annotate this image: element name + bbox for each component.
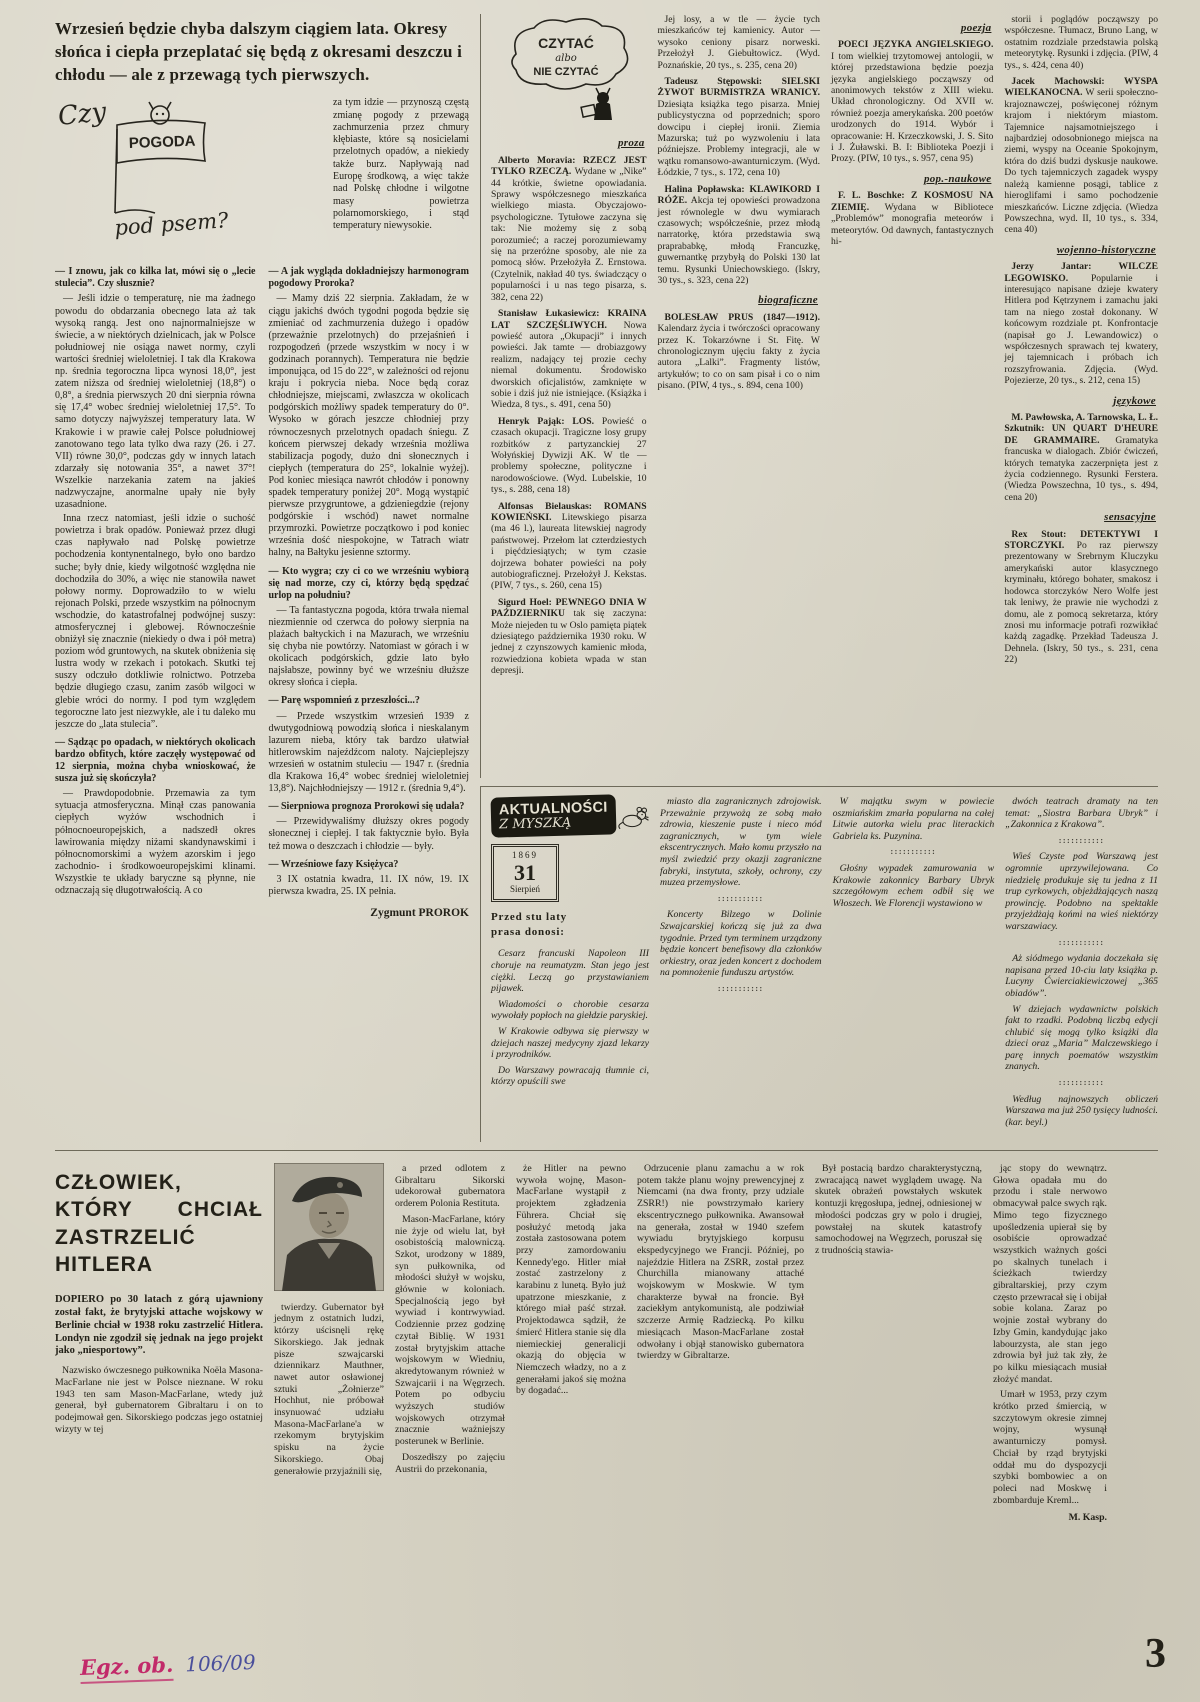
badge-line-czytac: CZYTAĆ [537, 35, 594, 51]
review-item: Tadeusz Stępowski: SIELSKI ŻYWOT BURMISTRZA WRANICY.Dziesiąta książka tego pisarza. Mniej publicystyczna od poprzednich; sporo dowcipu i ciepłej ironii. Ziemia Mazurska; tuż po wyzwoleniu i lata późniejsze. Problemy integracji, ale w wątku romansowo-awanturniczym. (Wyd. Łódzkie, 7 tys., s. 172, cena 10) [657, 76, 820, 179]
news-item: Do Warszawy powracają tłumnie ci, którzy opuścili swe [491, 1064, 649, 1088]
review-item: pop.-naukowe [923, 172, 992, 185]
mouse-drawing-icon [618, 796, 649, 836]
imp-reading-icon [581, 88, 612, 120]
weather-paragraph: — Sierpniowa prognoza Prorokowi się udała? [268, 801, 465, 813]
news-item: W Krakowie odbywa się pierwszy w dziejach naszej medycyny zjazd lekarzy i przyrodników. [491, 1025, 649, 1061]
hitler-column-2 [274, 1163, 384, 1642]
review-item: poezja [960, 22, 992, 34]
review-item: Sigurd Hoel: PEWNEGO DNIA W PAŹDZIERNIKU tak się zaczyna: Może niejeden tu w Oslo pamięta piątek dziesiątego października 1930 roku. W jednej z czynszowych kamienic młoda, rozwiedziona kobieta wpada w stan depresji. [491, 596, 647, 677]
weather-intro-paragraph: za tym idzie — przynoszą częstą zmianę pogody z przewagą zachmurzenia przez chmury kłębiaste, które są nosicielami przelotnych opadów, a niekiedy także burz. Napływają nad Europę środkową, a więc także nad Polskę chłodne i wilgotne masy powietrza polarnomorskiego, i stąd temperatury niewysokie. [333, 97, 469, 232]
stamp-handwritten-number: 106/09 [184, 1649, 257, 1677]
calendar-month: Sierpień [510, 883, 540, 894]
weather-headline: Wrzesień będzie chyba dalszym ciągiem lata. Okresy słońca i ciepła przeplatać się będą z okresami deszczu i chłodu — ale z przewagą tych pierwszych. [55, 19, 463, 84]
reviews-list-proza [491, 138, 647, 676]
review-item: Henryk Pająk: LOS. Powieść o czasach okupacji. Tragiczne losy grupy rozbitków z partyzanckiej 27 Wołyńskiej Dywizji AK. W tle — problemy społeczne, polityczne i narodowościowe. (Wyd. Lubelskie, 10 tys., s. 288, cena 18) [491, 415, 647, 496]
hitler-column-6 [815, 1163, 982, 1642]
weather-paragraph: — Prawdopodobnie. Przemawia za tym sytuacja atmosferyczna. Minął czas panowania ciepłych wyżów wschodnich i północnoeuropejskich, a nadszedł okres lawirowania między niżami skandynawskimi i północnomorskimi a wyżem azorskim i jego zachodnio- i środkowoeuropejskimi klinami. Wszystkie te układy baryczne są płynne, nie odznaczają się długotrwałością. A co [55, 788, 256, 896]
news-item: Koncerty Bilzego w Dolinie Szwajcarskiej kończą się już za dwa tygodnie. Przed tym terminem urządzony będzie koncert benefisowy dla członków orkiestry, oraz jeden koncert z dochodem na pomnożenie funduszu artystów. [660, 909, 822, 979]
review-item: POECI JĘZYKA ANGIELSKIEGO.I tom wielkiej trzytomowej antologii, w której przedstawiona będzie poezja języka angielskiego począwszy od anonimowych tekstów z XIII wieku. Układ chronologiczny. Od XVII w. również poezja amerykańska. 200 poetów urodzonych do 1914. Wybór i opracowanie: H. Krzeczkowski, J. S. Sito i J. Żuławski. B. I: Biblioteka Poezji i Prozy. (PIW, 10 tys., s. 957, cena 95) [830, 39, 994, 165]
book-reviews-section [480, 14, 1158, 778]
weather-paragraph: — Parę wspomnień z przeszłości...? [268, 695, 420, 707]
weather-column-1 [55, 260, 256, 921]
hitler-column-3 [395, 1163, 505, 1642]
hitler-column-1 [55, 1163, 263, 1642]
review-item: Jej losy, a w tle — życie tych mieszkańców tej kamienicy. Autor — wysoko ceniony pisarz norweski. Przełożył J. Giebułtowicz. (Wyd. Poznańskie, 20 tys., s. 235, cena 20) [657, 14, 820, 71]
aktualnosci-column-2 [660, 796, 822, 1142]
badge-line-nie-czytac: NIE CZYTAĆ [533, 66, 599, 78]
pogoda-cartoon [55, 95, 235, 250]
copy-stamp [80, 1649, 256, 1680]
review-item: Halina Popławska: KLAWIKORD I RÓŻE. Akcja tej opowieści prowadzona jest równolegle w dwu wymiarach czasowych; współcześnie, przez młodą narratorkę, która przedstawia swą praprababkę, młodą Francuzkę, guwernantkę przybyłą do Polski 130 lat temu. Rysunki Uniechowskiego. (Iskry, 30 tys., s. 323, cena 22) [657, 183, 820, 286]
review-item: M. Pawłowska, A. Tarnowska, L. Ł. Szkutnik: UN QUART D'HEURE DE GRAMMAIRE. Gramatyka francuska w dialogach. Zbiór ćwiczeń, których tematyka zaczerpnięta jest z życia codziennego. Rysunki Ferstera. (Wiedza Powszechna, 10 tys., s. 494, cena 20) [1004, 412, 1158, 503]
news-item: ::::::::::: [1058, 1078, 1105, 1088]
aktualnosci-column-4 [1005, 796, 1158, 1142]
reviews-column-4 [1004, 14, 1158, 778]
reviews-column-proza [491, 14, 647, 778]
review-item: storii i poglądów począwszy po współczesne. Tłumacz, Bruno Lang, w ostatnim rozdziale przedstawia polską meteorytykę. Rysunki i zdjęcia. (PIW, 4 tys., s. 424, cena 40) [1004, 14, 1158, 71]
news-item: ::::::::::: [717, 983, 764, 993]
review-item: Stanisław Łukasiewicz: KRAINA LAT SZCZĘŚLIWYCH. Nowa powieść autora „Okupacji” i innych powieści. Jak tamte — drobiazgowy realizm, nadający tej prozie cechy niemal dokumentu. Środowisko dworskich oficjalistów, zamknięte w sobie i dziś już nie istniejące. (Książka i Wiedza, 8 tys., s. 491, cena 50) [491, 308, 647, 411]
news-item: miasto dla zagranicznych zdrojowisk. Przeważnie przywożą ze sobą mało zdrowia, kieszenie puste i nieco mód zagranicznych, w tym wiele ekscentrycznych. Mało komu przyszło na myśl zwiedzić przy okazji zagraniczne fabryki, instytuta, szkoły, ochrony, czy muzea przemysłowe. [660, 796, 822, 889]
pogoda-cartoon-drawing [55, 95, 235, 245]
weather-paragraph: — Przede wszystkim wrzesień 1939 z dwutygodniową powodzią słońca i nieskalanym lazurem nieba, który tak bardzo ułatwiał hitlerowskim najeźdźcom naloty. Najcieplejszy wrzesień w ostatnim stuleciu — 1947 r. (średnia dla Krakowa 16,4° wobec średniej wieloletniej 13,8°). Najchłodniejszy — 1912 r. (średnia 9,4°). [268, 710, 469, 795]
reviews-column-2 [658, 14, 820, 778]
review-item: Rex Stout: DETEKTYWI I STORCZYKI. Po raz pierwszy prezentowany w Srebrnym Kluczyku amerykański autor klasycznego kryminału, którego bohater, smakosz i hodowca storczyków Nero Wolfe jest tak leniwy, że prawie nie wychodzi z domu, ale z pomocą sekretarza, który znosi mu informacje potrafi rozwikłać każdą zagadkę. Przekład Tadeusza J. Dehnela. (Iskry, 50 tys., s. 231, cena 22) [1004, 528, 1158, 666]
calendar-badge [491, 844, 559, 902]
weather-paragraph: — Jeśli idzie o temperaturę, nie ma żadnego powodu do obdarzania obecnego lata aż tak wysoką rangą. Jest ono najnormalniejsze w świecie, a w niektórych dzielnicach, jak w Polsce południowej nie osiąga nawet normy, czyli wartości średniej wieloletniej. I tak dla Krakowa np. średnia tegoroczna lipca wynosi 18,0°, jest zatem niższa od średniej wieloletniej (18,8°) o 0,8°, a średnia pierwszych 20 dni sierpnia równa się 17,4° wobec średniej wieloletniej 17,5°. To samo dotyczy najwyższej temperatury lata. W Krakowie i w prawie całej Polsce południowej zanotowano tego lata tylko dwa razy (26. i 27. VII) równe 30,0°, podczas gdy w innych latach zdarzały się notowania 35°, a nawet 37°! Wszelkie narzekania zatem na jakieś nadzwyczajne, anormalne upały nie były uzasadnione. [55, 293, 256, 511]
czytac-badge [491, 14, 647, 129]
review-item: sensacyjne [1104, 511, 1156, 524]
review-item: Alfonsas Bielauskas: ROMANS KOWIEŃSKI. Litewskiego pisarza (ma 46 l.), laureata litewskiej nagrody państwowej. Przełom lat czterdziestych i pięćdziesiątych; w tym czasie dojrzewa bohater powieści na poły autobiograficznej. Przełożył J. Kekstas. (PIW, 7 tys., s. 260, cena 15) [491, 500, 647, 592]
cartoon-word-pogoda: POGODA [128, 132, 196, 153]
badge-line-albo: albo [554, 53, 577, 64]
weather-paragraph: — A jak wygląda dokładniejszy harmonogram pogodowy Proroka? [268, 266, 469, 290]
weather-paragraph: — Kto wygra; czy ci co we wrześniu wybiorą się nad morze, czy ci, którzy będą spędzać urlop na południu? [268, 565, 469, 601]
review-item: BOLESŁAW PRUS (1847—1912).Kalendarz życia i twórczości opracowany przez K. Tokarzówne i St. Fitę. W chronologicznym ujęciu fakty z życia autora „Lalki”. Fragmenty listów, artykułów; to co on sam pisał i co o nim pisano. (PIW, 4 tys., s. 894, cena 100) [657, 311, 820, 392]
hitler-column-5 [637, 1163, 804, 1642]
stamp-label: Egz. ob. [80, 1652, 174, 1684]
portrait-photo-drawing [274, 1163, 384, 1291]
article-paragraph: Nazwisko ówczesnego pułkownika Noëla Masona-MacFarlane nie jest w Polsce nieznane. W roku 1943 ten sam Mason-MacFarlane, wtedy już generał, był gubernatorem Gibraltaru i on to podejmował gen. Sikorskiego podczas jego ostatniej wizyty w tej [55, 1365, 263, 1435]
review-item: Jacek Machowski: WYSPA WIELKANOCNA. W serii społeczno-krajoznawczej, poświęconej różnym krajom i niektórym miastom. Tajemnice najsamotniejszego i najbardziej odosobnionego miejsca na ziemi, wyspy na Oceanie Spokojnym, która do dziś budzi dyskusje naukowe. Do tych tajemniczych zagadek wyspy należą kamienne posągi, tablice z hieroglifami i samo pochodzenie mieszkańców. Liczne zdjęcia. (Wiedza Powszechna, wyd. II, 10 tys., s. 334, cena 40) [1004, 76, 1158, 236]
news-item: W dziejach wydawnictw polskich fakt to rzadki. Podobną liczbą edycji chlubić się mogą tylko książki dla dzieci oraz „Maria” Malczewskiego i parę innych poematów wszystkim znanych. [1005, 1003, 1158, 1073]
aktualnosci-logo-subtitle: Z MYSZKĄ [499, 815, 572, 833]
article-paragraph: Mason-MacFarlane, który nie żyje od wielu lat, był osobistością malowniczą. Szkot, urodzony w 1889, syn pułkownika, od młodości służył w wojsku, głównie w koloniach. Specjalnością jego był wywiad i kontrwywiad. Codziennie przez godzinę czytał Biblię. W 1931 został brytyjskim attache wojskowym w Wiedniu, akredytowanym również w Szwajcarii i na Węgrzech. Potem po odbyciu wyższych studiów wojskowych otrzymał znacznie ważniejszy posterunek w Berlinie. [395, 1213, 505, 1448]
article-paragraph: Umarł w 1953, przy czym krótko przed śmiercią, w szczytowym okresie zimnej wojny, wysunął awanturniczy pomysł. Chciał by rząd brytyjski oddał mu do dyspozycji szybki bombowiec a on poleci nad Moskwę i zbombarduje Kreml... [993, 1389, 1107, 1506]
article-paragraph: Odrzucenie planu zamachu a w rok potem także planu wojny prewencyjnej z Niemcami (na dwa fronty, przy udziale ZSRR!) nie powstrzymało kariery ekscentrycznego pułkownika. Awansował na generała, został w 1940 szefem wywiadu brytyjskiego korpusu ekspedycyjnego we Francji. Później, po najeździe Hitlera na ZSRR, został przez Churchilla mianowany attaché wojskowym w Moskwie. W tym charakterze bywał na froncie. Był zaciekłym antykomunistą, ale podziwiał szczerze Armię Radziecką. Po kilku miesiącach Mason-MacFarlane został odwołany i objął stanowisko gubernatora twierdzy w Gibraltarze. [637, 1163, 804, 1362]
article-paragraph: M. Kasp. [1068, 1512, 1107, 1524]
aktualnosci-column-1 [491, 796, 649, 1142]
weather-paragraph: — Sądząc po opadach, w niektórych okolicach bardzo obfitych, które zaczęły występować od 12 sierpnia, można chyba wnioskować, że susza już się skończyła? [55, 736, 256, 785]
article-paragraph: twierdzy. Gubernator był jednym z ostatnich ludzi, którzy uścisnęli rękę Sikorskiego. Jak jednak pisze szwajcarski dziennikarz Mauthner, nawet autor osławionej sztuki „Żołnierze” Hochhut, nie próbował insynuować udziału Masona-MacFarlane'a w rzekomym brytyjskim spisku na życie Sikorskiego. Obaj generałowie przyjaźnili się, [274, 1301, 384, 1477]
article-paragraph: Doszedłszy po zajęciu Austrii do przekonania, [395, 1451, 505, 1475]
news-item: ::::::::::: [1058, 835, 1105, 845]
macfarlane-photo [274, 1163, 384, 1295]
weather-paragraph: Inna rzecz natomiast, jeśli idzie o suchość powietrza i brak opadów. Ponieważ przez długi czas napływało nad Polskę powietrze pochodzenia kontynentalnego, było ono bardzo suche; były dnie, kiedy wilgotność względna nie dochodziła do 30%, a więc nie stanowiła nawet połowy normy. Doprowadziło to w wielu rejonach Polski, przede wszystkim na północnym wschodzie, do katastrofalnej podwójnej suszy: atmosferycznej i glebowej. Równocześnie obniżył się znacznie (niekiedy o dwa i pół metra) poziom wód gruntowych, na skutek obniżenia się lustra wody w rzekach i potokach. Skutki tej suszy odczuło dotkliwie rolnictwo. Potrzeba będzie długiego czasu, zanim zasób wilgoci w glebie wróci do normy. I pod tym względem tegoroczne lato jest niezwykłe, ale i tu daleko mu jeszcze do „lata stulecia”. [55, 513, 256, 730]
hitler-lead: DOPIERO po 30 latach z górą ujawniony został fakt, że brytyjski attache wojskowy w Berlinie chciał w 1938 roku zastrzelić Hitlera. Londyn nie zgodził się jednak na jego projekt jako „niesportowy”. [55, 1294, 263, 1357]
news-item: ::::::::::: [1058, 937, 1105, 947]
review-item: Jerzy Jantar: WILCZE LEGOWISKO. Popularnie i interesująco napisane dzieje kwatery Hitlera pod Kętrzynem i zamachu jaki tam na niego został dokonany. W końcowym rozdziale pt. Konfrontacje (napisał go J. Lewandowicz) o współczesnych sprawach tej kwatery, jej tajemnicach i próbach ich rozszyfrowania. Zdjęcia. (Wyd. Pojezierze, 20 tys., s. 212, cena 15) [1004, 261, 1158, 387]
review-item: wojenno-historyczne [1056, 243, 1156, 256]
article-paragraph: Był postacią bardzo charakterystyczną, zwracającą nawet wyglądem uwagę. Na skutek obrażeń powstałych wskutek kontuzji kręgosłupa, jednej, odniesionej w młodości podczas gry w polo i drugiej, powstałej na skutek katastrofy samochodowej na Węgrzech, poruszał się z trudnością stawia- [815, 1163, 982, 1256]
article-paragraph: a przed odlotem z Gibraltaru Sikorski udekorował gubernatora orderem Polonia Restituta. [395, 1163, 505, 1210]
weather-paragraph: 3 IX ostatnia kwadra, 11. IX nów, 19. IX pierwsza kwadra, 25. IX pełnia. [268, 873, 469, 897]
news-item: Wiadomości o chorobie cesarza wywołały popłoch na giełdzie paryskiej. [491, 998, 649, 1022]
reviews-column-3 [831, 14, 993, 778]
hitler-column-4 [516, 1163, 626, 1642]
aktualnosci-logo-title: AKTUALNOŚCI [498, 799, 608, 819]
article-paragraph: że Hitler na pewno wywoła wojnę, Mason-MacFarlane wystąpił z projektem zgładzenia Führera. Chciał się posłużyć metodą jaka została zastosowana potem przy zamordowaniu Kennedy'ego. Hitler miał zostać zastrzelony z karabinu z lunetą. Było już upatrzone mieszkanie, z którego miał paść strzał. Projektodawca sądził, że śmierć Hitlera stanie się dla niemieckiej generalicji okazją do objęcia w Niemczech władzy, no a z generałami jakoś się można by dogadać... [516, 1163, 626, 1397]
aktualnosci-logo [490, 794, 616, 837]
calendar-year: 1869 [512, 850, 538, 861]
page-number: 3 [1145, 1631, 1166, 1677]
hitler-column-7 [993, 1163, 1107, 1642]
aktualnosci-items-1 [491, 948, 649, 1088]
weather-paragraph: — Przewidywaliśmy dłuższy okres pogody słonecznej i ciepłej. I tak faktycznie było. Była też mowa o deszczach i chłodzie — były. [268, 816, 469, 852]
news-item: dwóch teatrach dramaty na ten temat: „Siostra Barbara Ubryk” i „Zakonnica z Krakowa”. [1005, 796, 1158, 831]
calendar-day: 31 [514, 859, 536, 885]
weather-paragraph: Zygmunt PROROK [370, 906, 469, 919]
news-item: W majątku swym w powiecie oszmiańskim zmarła popularna na całej Litwie autorka wielu prac literackich Gabriela ks. Puzynina. [832, 796, 995, 842]
news-item: Wieś Czyste pod Warszawą jest ogromnie uprzywilejowana. Co niedzielę produkuje się tu jedna z 11 trup cyrkowych, objeżdżających naszą prowincję. Podobno na spektakle przyjeżdżają końmi na wieś niektórzy warszawiacy. [1005, 851, 1158, 932]
weather-paragraph: — Wrześniowe fazy Księżyca? [268, 858, 399, 870]
review-item: proza [617, 137, 645, 150]
weather-paragraph: — I znowu, jak co kilka lat, mówi się o „lecie stulecia”. Czy słusznie? [55, 266, 256, 290]
weather-article [55, 18, 469, 1140]
article-paragraph: jąc stopy do wewnątrz. Głowa opadała mu do przodu i stale nerwowo obmacywał palce swych rąk. Mimo tego fizycznego upośledzenia upierał się by osobiście oprowadzać wszystkich ważnych gości po skalnych tunelach i ścieżkach twierdzy gibraltarskiej, przy czym często przewracał się i obijał sobie kolana. Zaraz po wojnie został wybrany do Izby Gmin, kandydując jako labourzysta, ale stan jego zdrowia był już tak zły, że po kilku miesiącach musiał złożyć mandat. [993, 1163, 1107, 1385]
weather-paragraph: — Mamy dziś 22 sierpnia. Zakładam, że w ciągu jakichś dwóch tygodni pogoda będzie się zmieniać od zachmurzenia dużego i opadów (przeważnie przelotnych) do przejaśnień i rozpogodzeń (przede wszystkim w nocy i w godzinach porannych). Temperatura nie będzie imponująca, od 15 do 22°, w zależności od rejonu kraju i pokrycia nieba. Noce będą coraz chłodniejsze, miejscami, zwłaszcza w okolicach podgórskich możliwy spadek temperatury do 0°. Wysoko w górach jeszcze chłodniej przy równoczesnych przelotnych opadach śniegu. Z końcem pierwszej dekady września możliwa stabilizacja pogody, dużo dni słonecznych i ciepłych (temperatura do 25°, lokalnie wyżej). Pod koniec miesiąca nawrót chłodów i ponowny spadek temperatury poniżej 20°. Mogą wystąpić pierwsze przygruntowe, a gdzieniegdzie (rejony podgórskie i wschód) nawet normalne przymrozki. Powietrze początkowo i pod koniec września dość niespokojne, w Tatrach wiatr halny, na Bałtyku jesienne sztormy. [268, 293, 469, 559]
hitler-column-1-text [55, 1365, 263, 1435]
hitler-column-2-text [274, 1302, 384, 1478]
review-item: językowe [1113, 394, 1156, 407]
weather-paragraph: — Ta fantastyczna pogoda, która trwała niemal niezmiennie od czerwca do połowy sierpnia na plażach bałtyckich i na Mazurach, we wrześniu się chyba nie powtórzy. Natomiast w górach i w okolicach podgórskich, gdzie lato było najsłabsze, powinny być we wrześniu dłuższe okresy słońca i ciepła. [268, 604, 469, 689]
weather-column-2 [269, 260, 470, 921]
news-item: Aż siódmego wydania doczekała się napisana przed 10-ciu laty książka p. Lucyny Ćwierciakiewiczowej „365 obiadów”. [1005, 953, 1158, 999]
hitler-headline: CZŁOWIEK, KTÓRY CHCIAŁ ZASTRZELIĆ HITLERA [55, 1171, 263, 1276]
news-item: ::::::::::: [890, 847, 937, 857]
aktualnosci-column-3 [833, 796, 995, 1142]
aktualnosci-lead: Przed stu laty prasa donosi: [491, 911, 567, 939]
cartoon-word-pod-psem: pod psem? [113, 208, 230, 241]
news-item: Według najnowszych obliczeń Warszawa ma już 250 tysięcy ludności. (kar. beyl.) [1005, 1093, 1158, 1128]
cartoon-word-czy: Czy [56, 97, 108, 133]
hitler-article [55, 1150, 1158, 1642]
news-item: Cesarz francuski Napoleon III choruje na reumatyzm. Stan jego jest ciężki. Leczą go przystawianiem pijawek. [491, 948, 649, 995]
review-item: Alberto Moravia: RZECZ JEST TYLKO RZECZĄ. Wydane w „Nike” 44 krótkie, świetne opowiadania. Sprawy współczesnego mieszkańca wielkiego miasta. Obyczajowo-psychologiczne. Tytułowe zaczyna się tak: Nie możemy się z sobą porozumieć; a raczej porozumiewamy się na przeróżne sposoby, ale nie za pomocą słów. Przełożyła Z. Ernstowa. (Czytelnik, nakład 40 tys. świadczący o popularności i u nas tego pisarza, s. 382, cena 22) [491, 154, 647, 303]
review-item: biograficzne [758, 294, 818, 307]
review-item: F. L. Boschke: Z KOSMOSU NA ZIEMIĘ. Wydana w Bibliotece „Problemów” monografia meteorów i meteorytów. Od dawnych, fantastycznych hi- [830, 190, 994, 247]
aktualnosci-section [480, 786, 1158, 1142]
news-item: Głośny wypadek zamurowania w Krakowie zakonnicy Barbary Ubryk szczegółowym echem odbił się we Włoszech. We Florencji wystawiono w [832, 862, 995, 909]
news-item: ::::::::::: [717, 893, 764, 903]
czytac-badge-drawing [504, 14, 634, 126]
